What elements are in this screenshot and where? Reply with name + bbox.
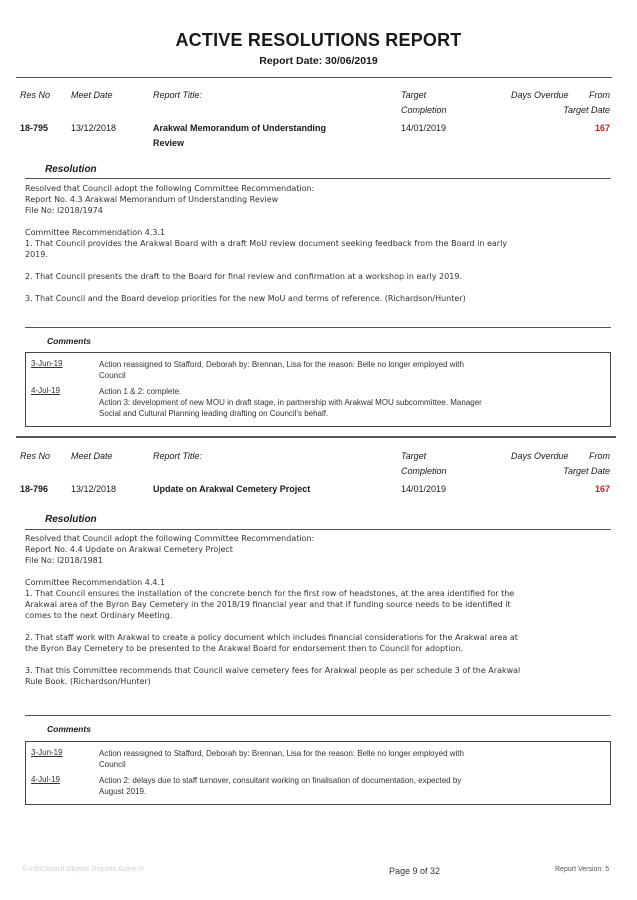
comment-date: 3-Jun-19 — [31, 748, 63, 757]
report-title-line2: Review — [153, 138, 185, 148]
header-completion: Completion — [401, 466, 447, 476]
footer-source: © InfoCouncil Objects Reports Active R — [22, 866, 144, 873]
comment-date: 4-Jul-19 — [31, 386, 60, 395]
divider — [16, 77, 612, 78]
header-res-no: Res No — [20, 451, 51, 461]
report-title-line1: Update on Arakwal Cemetery Project — [153, 484, 311, 494]
resolution-heading: Resolution — [45, 164, 97, 175]
report-date: Report Date: 30/06/2019 — [259, 55, 378, 67]
comments-heading: Comments — [47, 724, 91, 734]
res-no: 18-796 — [20, 484, 49, 494]
report-version: Report Version: 5 — [555, 866, 610, 873]
comments-box — [25, 741, 611, 805]
header-report-title: Report Title: — [153, 90, 202, 100]
divider — [25, 327, 611, 328]
days-overdue: 167 — [594, 123, 610, 133]
comment-date: 4-Jul-19 — [31, 775, 60, 784]
comment-text: Action reassigned to Stafford, Deborah by: Brennan, Lisa for the reason: Belle no longer employed with Council — [99, 749, 464, 769]
comment-text: Action 2: delays due to staff turnover, consultant working on finalisation of documentation, expected by August 2019. — [99, 776, 462, 796]
header-days-overdue: Days Overdue — [511, 90, 569, 100]
header-target: Target — [401, 451, 427, 461]
header-target: Target — [401, 90, 427, 100]
record-divider — [16, 436, 616, 438]
target-completion: 14/01/2019 — [401, 123, 447, 133]
comment-text: Action reassigned to Stafford, Deborah by: Brennan, Lisa for the reason: Belle no longer employed with Council — [99, 360, 464, 380]
comments-heading: Comments — [47, 336, 91, 346]
header-target-date: Target Date — [563, 105, 610, 115]
res-no: 18-795 — [20, 123, 49, 133]
header-meet-date: Meet Date — [71, 90, 113, 100]
target-completion: 14/01/2019 — [401, 484, 447, 494]
header-report-title: Report Title: — [153, 451, 202, 461]
header-days-overdue: Days Overdue — [511, 451, 569, 461]
resolution-text: Resolved that Council adopt the following Committee Recommendation: Report No. 4.3 Arakwal Memorandum of Understanding Review File No: I2018/1974 Committee Recommendation 4.3.1 1. That Council provides the Arakwal Board with a draft MoU review document seeking feedback from the Board in early 2019. 2. That Council presents the draft to the Board for final review and confirmation at a workshop in early 2019. 3. That Council and the Board develop priorities for the new MoU and terms of reference. (Richardson/Hunter) — [25, 184, 508, 303]
header-res-no: Res No — [20, 90, 51, 100]
header-target-date: Target Date — [563, 466, 610, 476]
resolution-text: Resolved that Council adopt the following Committee Recommendation: Report No. 4.4 Update on Arakwal Cemetery Project File No: I2018/1981 Committee Recommendation 4.4.1 1. That Council ensures the installation of the concrete bench for the first row of headstones, at the area identified for the Arakwal area of the Byron Bay Cemetery in the 2018/19 financial year and that if funding source needs to be identified it comes to the next Ordinary Meeting. 2. That staff work with Arakwal to create a policy document which includes financial considerations for the Arakwal area at the Byron Bay Cemetery to be presented to the Arakwal Board for endorsement then to Council for adoption. 3. That this Committee recommends that Council waive cemetery fees for Arakwal people as per schedule 3 of the Arakwal Rule Book. (Richardson/Hunter) — [25, 534, 521, 686]
page-number: Page 9 of 32 — [389, 866, 441, 876]
days-overdue: 167 — [594, 484, 610, 494]
header-from: From — [589, 451, 610, 461]
divider — [25, 529, 611, 530]
divider — [25, 178, 611, 179]
header-completion: Completion — [401, 105, 447, 115]
report-title-line1: Arakwal Memorandum of Understanding — [153, 123, 327, 133]
divider — [25, 715, 611, 716]
meet-date: 13/12/2018 — [71, 484, 117, 494]
comment-text: Action 1 & 2: complete. Action 3: development of new MOU in draft stage, in partnership with Arakwal MOU subcommittee. Manager Social and Cultural Planning leading drafting on Council's behalf. — [99, 387, 482, 418]
report-title: ACTIVE RESOLUTIONS REPORT — [175, 30, 462, 50]
header-from: From — [589, 90, 610, 100]
comment-date: 3-Jun-19 — [31, 359, 63, 368]
header-meet-date: Meet Date — [71, 451, 113, 461]
comments-box — [25, 352, 611, 427]
resolution-heading: Resolution — [45, 514, 97, 525]
meet-date: 13/12/2018 — [71, 123, 117, 133]
